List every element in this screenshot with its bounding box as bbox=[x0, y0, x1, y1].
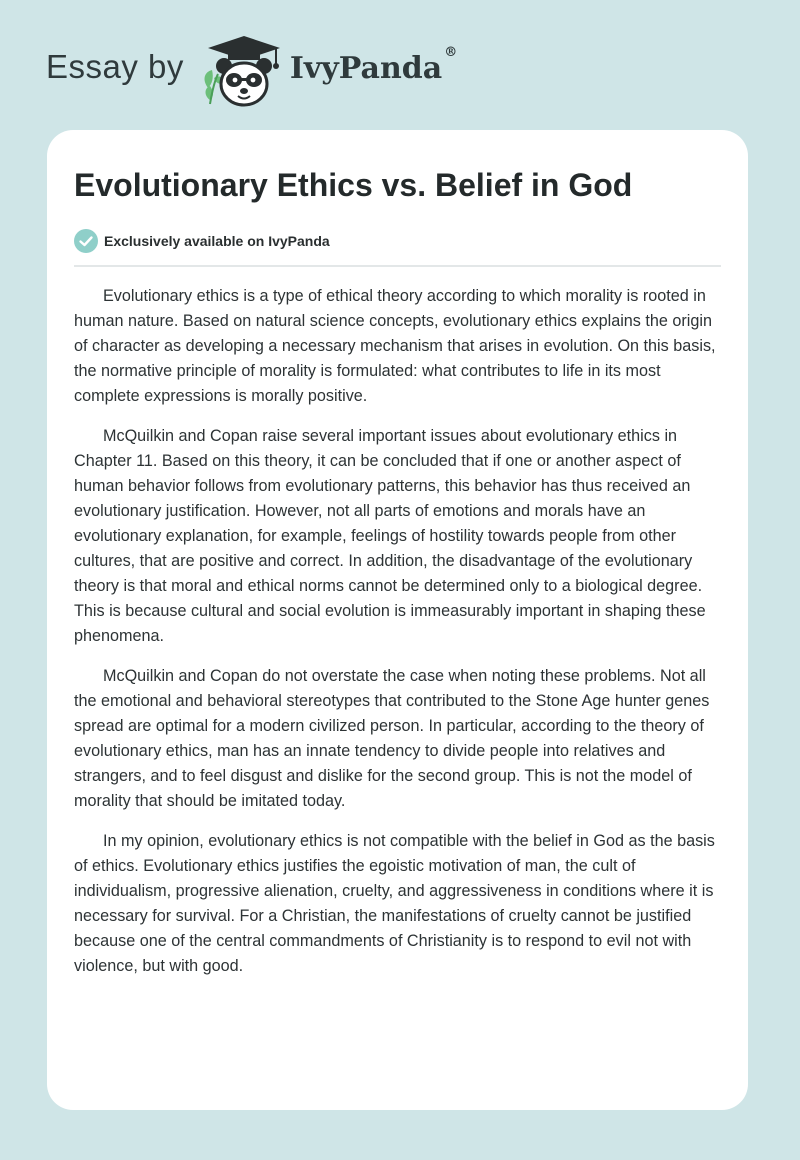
registered-mark: ® bbox=[444, 44, 458, 60]
brand-name[interactable]: IvyPanda ® bbox=[289, 44, 458, 86]
exclusive-badge-label: Exclusively available on IvyPanda bbox=[104, 233, 330, 249]
site-header bbox=[46, 30, 457, 110]
check-circle-icon bbox=[74, 229, 98, 253]
essay-paragraph: McQuilkin and Copan raise several important issues about evolutionary ethics in Chapter 11. Based on this theory, it can be concluded that if one or another aspect of human behavior follows from evolutionary patterns, this behavior has thus received an evolutionary justification. However, not all parts of emotions and morals have an evolutionary explanation, for example, feelings of hostility towards people from other cultures, that are positive and correct. In addition, the disadvantage of the evolutionary theory is that moral and ethical norms cannot be determined only to a biological degree. This is because cultural and social evolution is immeasurably important in shaping these phenomena. bbox=[74, 427, 706, 645]
exclusive-badge bbox=[74, 228, 721, 254]
page-title: Evolutionary Ethics vs. Belief in God bbox=[74, 167, 633, 203]
essay-body bbox=[74, 284, 721, 979]
essay-paragraph: Evolutionary ethics is a type of ethical theory according to which morality is rooted in human nature. Based on natural science concepts, evolutionary ethics explains the origin of character as developing a necessary mechanism that arises in evolution. On this basis, the normative principle of morality is formulated: what contributes to life in its most complete expressions is morally positive. bbox=[74, 287, 716, 405]
essay-paragraph: McQuilkin and Copan do not overstate the case when noting these problems. Not all the emotional and behavioral stereotypes that contributed to the Stone Age hunter genes spread are optimal for a modern civilized person. In particular, according to the theory of evolutionary ethics, man has an innate tendency to divide people into relatives and strangers, and to feel disgust and dislike for the second group. This is not the model of morality that should be imitated today. bbox=[74, 667, 710, 810]
panda-graduate-logo-icon[interactable] bbox=[198, 30, 288, 110]
title-divider bbox=[74, 265, 721, 267]
essay-card bbox=[47, 130, 748, 1110]
essay-paragraph: In my opinion, evolutionary ethics is not compatible with the belief in God as the basis of ethics. Evolutionary ethics justifies the egoistic motivation of man, the cult of individualism, progressive alienation, cruelty, and aggressiveness in conditions where it is necessary for survival. For a Christian, the manifestations of cruelty cannot be justified because one of the central commandments of Christianity is to respond to evil not with violence, but with good. bbox=[74, 832, 715, 975]
brand-prefix: Essay by bbox=[46, 48, 184, 85]
